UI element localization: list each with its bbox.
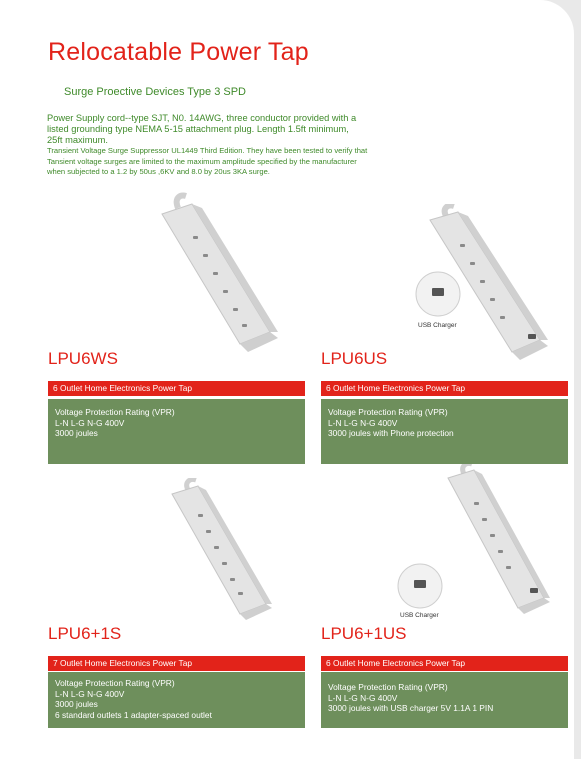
spec-line: 3000 joules [55,699,98,709]
spec-line: 3000 joules [55,428,98,438]
model-name: LPU6+1S [48,624,122,643]
spec-line: Voltage Protection Rating (VPR) [55,678,175,688]
intro-line: Power Supply cord--type SJT, N0. 14AWG, three conductor provided with a [47,113,357,123]
spec-line: L-N L-G N-G 400V [328,417,398,428]
spec-box [48,399,305,464]
usb-charger-label: USB Charger [400,612,439,619]
product-category-bar: 7 Outlet Home Electronics Power Tap [48,656,305,671]
power-strip-image-lpu6plus1us [440,462,560,622]
product-category-bar: 6 Outlet Home Electronics Power Tap [321,656,568,671]
spec-box [321,399,568,464]
spec-line: Voltage Protection Rating (VPR) [328,682,448,692]
page-title: Relocatable Power Tap [48,38,309,66]
model-name: LPU6US [321,349,388,368]
intro-line: 25ft maximum. [47,135,108,145]
power-strip-image-lpu6ws [150,192,285,358]
usb-charger-closeup-image [396,562,444,610]
intro-line: Tansient voltage surges are limited to the maximum amplitude specified by the manufacturer [47,156,357,166]
product-category-bar: 6 Outlet Home Electronics Power Tap [48,381,305,396]
spec-line: L-N L-G N-G 400V [55,417,125,428]
intro-line: when subjected to a 1.2 by 50us ,6KV and 8.0 by 20us 3KA surge. [47,167,270,176]
product-category-bar: 6 Outlet Home Electronics Power Tap [321,381,568,396]
spec-box [321,672,568,728]
spec-line: L-N L-G N-G 400V [328,692,398,703]
spec-line: L-N L-G N-G 400V [55,688,125,699]
usb-charger-closeup-image [414,270,462,318]
usb-charger-label: USB Charger [418,322,457,329]
intro-text [47,113,447,178]
spec-line: 3000 joules with Phone protection [328,428,454,438]
power-strip-image-lpu6plus1s [158,478,278,626]
model-name: LPU6WS [48,349,118,368]
spec-box [48,672,305,728]
spec-line: Voltage Protection Rating (VPR) [328,407,448,417]
spec-line: Voltage Protection Rating (VPR) [55,407,175,417]
spec-line: 6 standard outlets 1 adapter-spaced outlet [55,709,212,720]
intro-line: listed grounding type NEMA 5-15 attachment plug. Length 1.5ft minimum, [47,124,349,134]
spec-line: 3000 joules with USB charger 5V 1.1A 1 PIN [328,703,494,713]
page-subtitle: Surge Proective Devices Type 3 SPD [64,86,246,98]
intro-line: Transient Voltage Surge Suppressor UL1449 Third Edition. They have been tested to verify that [47,146,368,155]
model-name: LPU6+1US [321,624,407,643]
